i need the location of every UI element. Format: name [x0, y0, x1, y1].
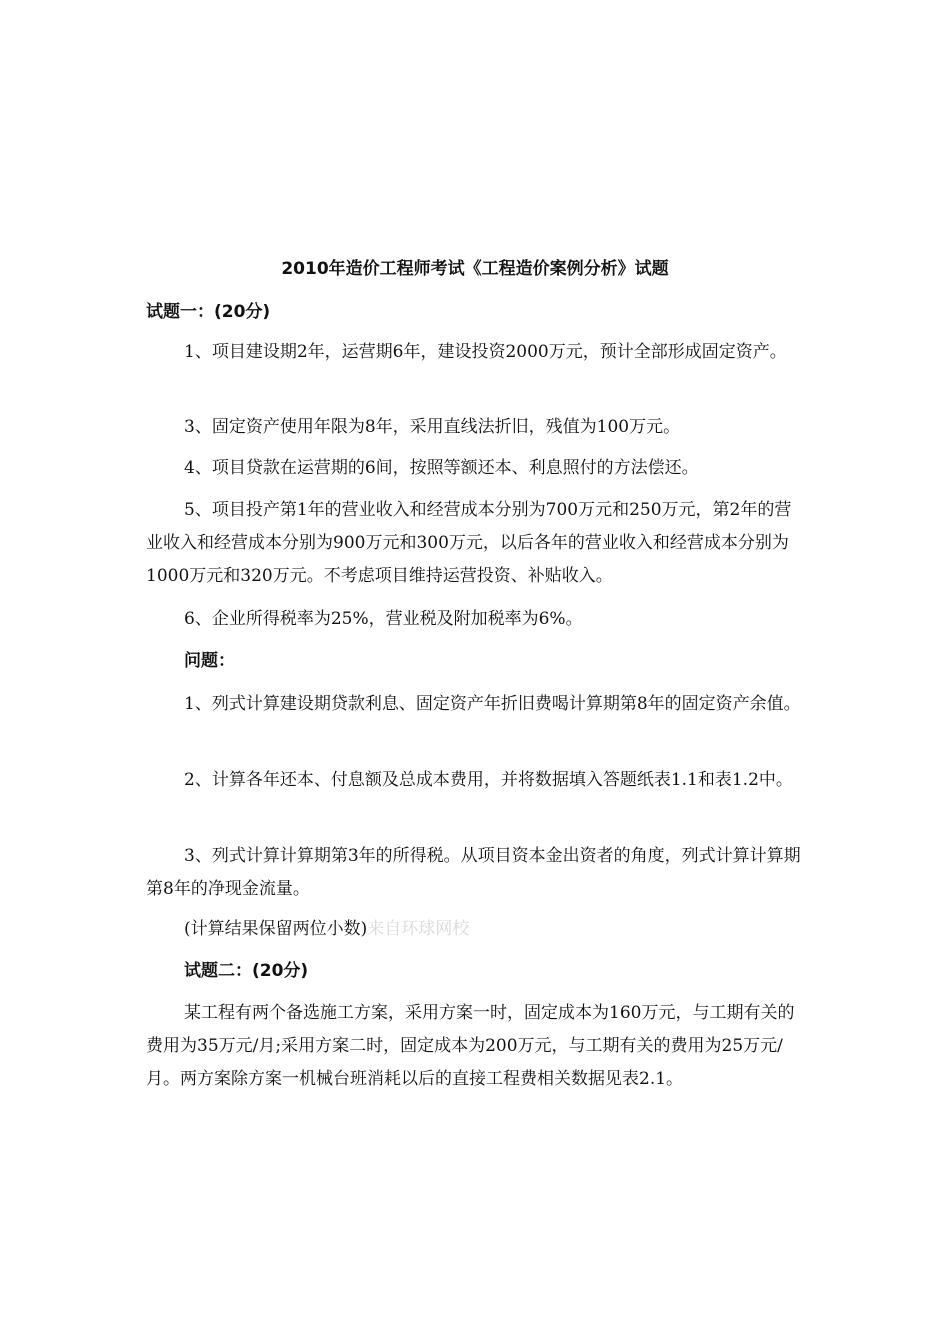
q1-questions-heading: 问题：	[184, 651, 235, 671]
q1-note: (计算结果保留两位小数)	[184, 919, 368, 939]
watermark-text: 来自环球网校	[367, 919, 470, 939]
q1-question-2: 2、计算各年还本、付息额及总成本费用，并将数据填入答题纸表1.1和表1.2中。	[184, 770, 793, 790]
q1-item-3: 3、固定资产使用年限为8年，采用直线法折旧，残值为100万元。	[184, 417, 681, 437]
document-title: 2010年造价工程师考试《工程造价案例分析》试题	[281, 259, 669, 279]
q1-question-3: 3、列式计算计算期第3年的所得税。从项目资本金出资者的角度，列式计算计算期第8年的净现金流量。	[146, 846, 801, 899]
question2-heading: 试题二：(20分)	[184, 961, 309, 981]
question1-heading: 试题一：(20分)	[146, 302, 271, 322]
q2-body: 某工程有两个备选施工方案，采用方案一时，固定成本为160万元，与工期有关的费用为35万元/月;采用方案二时，固定成本为200万元，与工期有关的费用为25万元/月。两方案除方案一机械台班消耗以后的直接工程费相关数据见表2.1。	[146, 1003, 795, 1089]
q1-item-1: 1、项目建设期2年，运营期6年，建设投资2000万元，预计全部形成固定资产。	[184, 342, 787, 362]
q1-item-4: 4、项目贷款在运营期的6间，按照等额还本、利息照付的方法偿还。	[184, 458, 699, 478]
q1-item-5: 5、项目投产第1年的营业收入和经营成本分别为700万元和250万元，第2年的营业收入和经营成本分别为900万元和300万元，以后各年的营业收入和经营成本分别为1000万元和320万元。不考虑项目维持运营投资、补贴收入。	[146, 500, 792, 586]
q1-question-1: 1、列式计算建设期贷款利息、固定资产年折旧费喝计算期第8年的固定资产余值。	[184, 694, 801, 714]
q1-item-6: 6、企业所得税率为25%，营业税及附加税率为6%。	[184, 609, 583, 629]
q1-note-line	[146, 913, 808, 946]
